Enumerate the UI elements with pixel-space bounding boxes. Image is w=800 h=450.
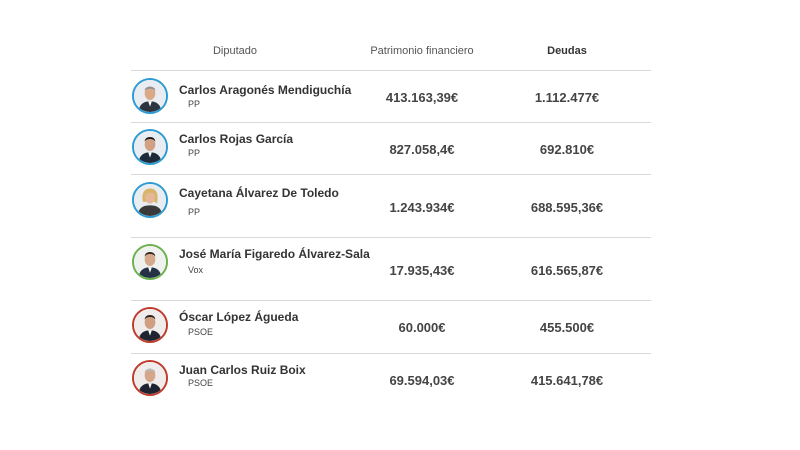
avatar [132,78,168,114]
patrimonio-value: 413.163,39€ [385,90,459,105]
person-portrait-icon [134,184,166,216]
avatar [132,244,168,280]
patrimonio-value: 17.935,43€ [389,263,455,278]
column-header-deudas[interactable]: Deudas [547,45,587,57]
patrimonio-value: 69.594,03€ [389,373,455,388]
deputy-name[interactable]: Carlos Aragonés Mendiguchía [179,83,352,97]
person-portrait-icon [134,309,166,341]
deputy-name[interactable]: Juan Carlos Ruiz Boix [179,363,306,377]
deputy-party: PP [188,148,201,158]
table-row [131,123,651,175]
deudas-value: 455.500€ [539,320,595,335]
deputy-name[interactable]: Óscar López Águeda [179,310,299,324]
deputy-party: PSOE [188,378,214,388]
person-portrait-icon [134,362,166,394]
patrimonio-value: 827.058,4€ [389,142,455,157]
table-row [131,175,651,238]
deputy-name[interactable]: José María Figaredo Álvarez-Sala [179,247,370,261]
person-portrait-icon [134,246,166,278]
column-header-diputado[interactable]: Diputado [212,45,258,57]
deudas-value: 692.810€ [539,142,595,157]
deputy-party: PP [188,207,201,217]
deudas-value: 616.565,87€ [530,263,604,278]
deputies-table [131,33,651,404]
avatar [132,129,168,165]
deputy-name[interactable]: Cayetana Álvarez De Toledo [179,186,339,200]
table-row [131,354,651,404]
avatar [132,307,168,343]
patrimonio-value: 60.000€ [398,320,446,335]
deputy-party: PP [188,99,201,109]
deputy-party: PSOE [188,327,214,337]
deputy-party: Vox [188,265,204,275]
person-portrait-icon [134,80,166,112]
deudas-value: 415.641,78€ [530,373,604,388]
table-row [131,71,651,123]
avatar [132,360,168,396]
deudas-value: 1.112.477€ [534,90,600,105]
deudas-value: 688.595,36€ [530,200,604,215]
patrimonio-value: 1.243.934€ [389,200,455,215]
table-row [131,301,651,354]
person-portrait-icon [134,131,166,163]
avatar [132,182,168,218]
deputy-name[interactable]: Carlos Rojas García [179,132,294,146]
table-header [131,33,651,71]
table-row [131,238,651,301]
column-header-patrimonio[interactable]: Patrimonio financiero [370,45,474,57]
